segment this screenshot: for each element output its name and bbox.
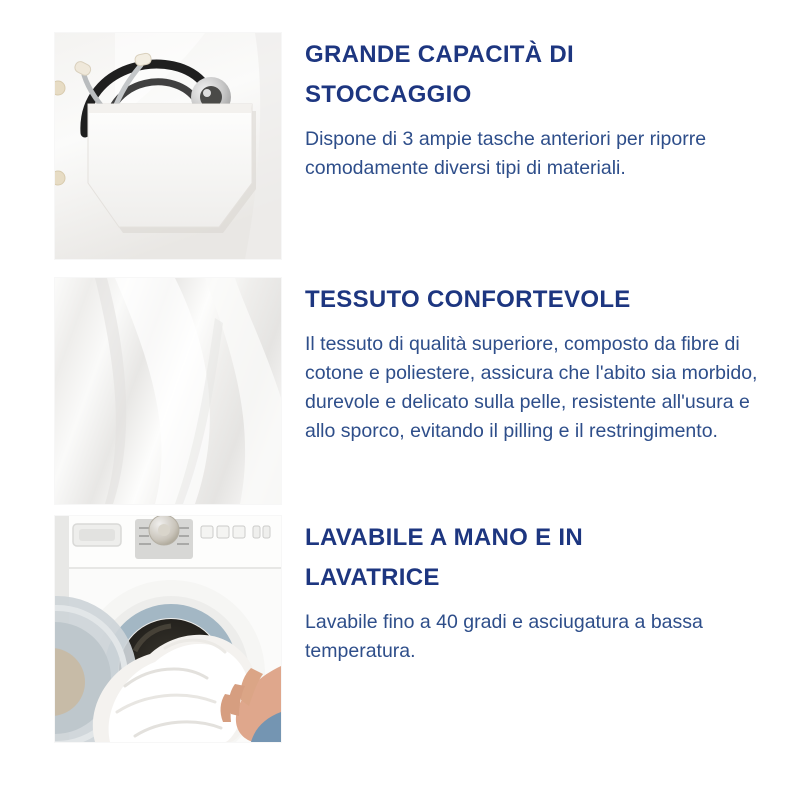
coat-pocket-stethoscope-illustration bbox=[55, 33, 281, 259]
feature-description: Dispone di 3 ampie tasche anteriori per riporre comodamente diversi tipi di materiali. bbox=[305, 128, 707, 179]
washing-machine-image bbox=[55, 516, 281, 742]
feature-title-line: LAVATRICE bbox=[305, 564, 440, 591]
feature-description: Il tessuto di qualità superiore, composto da fibre di cotone e poliestere, assicura che l'abito sia morbido, durevole e delicato sulla pelle, resistente all'usura e allo sporco, evitando il pilling e il restringimento. bbox=[305, 333, 758, 442]
feature-title-line: GRANDE CAPACITÀ DI bbox=[305, 41, 574, 68]
feature-title-line: STOCCAGGIO bbox=[305, 81, 472, 108]
feature-title-line: LAVABILE A MANO E IN bbox=[305, 524, 583, 551]
feature-copy-fabric bbox=[305, 280, 783, 446]
feature-copy-washable bbox=[305, 518, 783, 666]
fabric-folds-illustration bbox=[55, 278, 281, 504]
feature-description: Lavabile fino a 40 gradi e asciugatura a bassa temperatura. bbox=[305, 611, 703, 662]
feature-copy-storage bbox=[305, 35, 783, 183]
feature-title-line: TESSUTO CONFORTEVOLE bbox=[305, 286, 631, 313]
washing-machine-illustration bbox=[55, 516, 281, 742]
white-fabric-image bbox=[55, 278, 281, 504]
coat-pocket-stethoscope-image bbox=[55, 33, 281, 259]
